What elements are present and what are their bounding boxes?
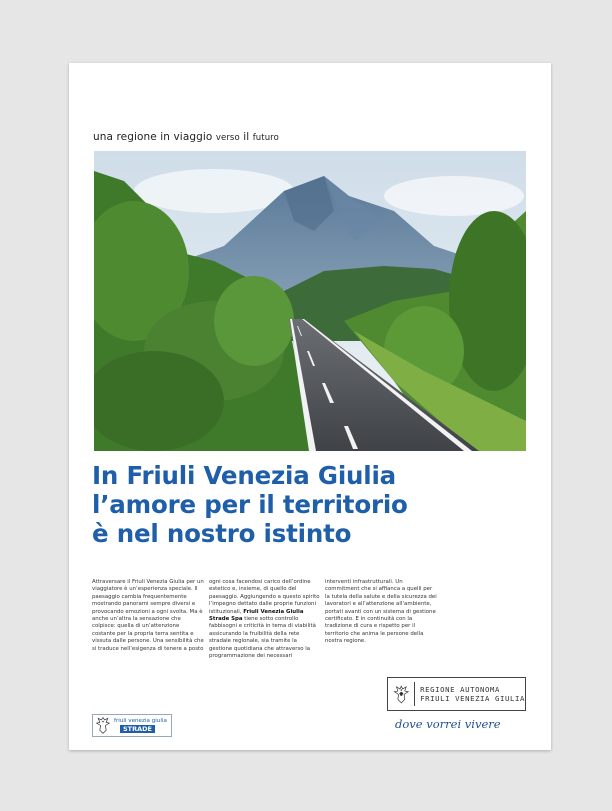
tagline-futuro: futuro	[252, 133, 279, 143]
mountain-road-photo	[94, 151, 526, 451]
headline-line-2: l’amore per il territorio	[92, 490, 408, 519]
tagline	[93, 131, 279, 143]
strade-label: STRADE	[120, 725, 155, 733]
fvg-strade-logo	[92, 714, 172, 737]
company-name: Friuli Venezia Giulia Strade Spa	[209, 608, 304, 623]
headline	[92, 461, 532, 548]
fvg-strade-name: friuli venezia giulia	[114, 718, 167, 724]
tagline-middle: il	[239, 131, 253, 143]
poster-page	[69, 63, 551, 750]
tagline-verso: verso	[215, 133, 240, 143]
body-column-2	[209, 579, 321, 660]
headline-line-3: è nel nostro istinto	[92, 519, 352, 548]
slogan: dove vorrei vivere	[395, 717, 501, 731]
eagle-icon	[393, 681, 410, 708]
body-column-3-text: interventi infrastrutturali. Un commitment che si affianca a quelli per la tutela della salute e della sicurezza dei lavoratori e all’attenzione all’ambiente, portati avanti con un sistema di gestione certificato. E in continuità con la tradizione di cura e rispetto per il territorio che anima le persone della nostra regione.	[325, 579, 437, 645]
regione-name-line-1: REGIONE AUTONOMA	[420, 685, 501, 694]
eagle-icon	[95, 716, 111, 735]
body-column-1	[92, 579, 204, 653]
tagline-prefix: una regione in viaggio	[93, 131, 216, 143]
headline-line-1: In Friuli Venezia Giulia	[92, 461, 396, 490]
body-column-2-part-a: ogni cosa facendosi carico dell’ordine estetico e, insieme, di quello del paesaggio. Aggiungendo a questo spirito l’impegno dettato dalle proprie funzioni istituzionali,	[209, 579, 320, 615]
body-column-1-text: Attraversare il Friuli Venezia Giulia per un viaggiatore è un’esperienza speciale. Il paesaggio cambia frequentemente mostrando panorami sempre diversi e provocando emozioni a ogni svolta. Ma è anche un’altra la sensazione che colpisce: quella di un’attenzione costante per la propria terra sentita e vissuta dalle persone. Una sensibilità che si traduce nell’esigenza di tenere a posto	[92, 579, 204, 652]
regione-name-line-2: FRIULI VENEZIA GIULIA	[420, 694, 525, 703]
body-column-2-part-b: tiene sotto controllo fabbisogni e criticità in tema di viabilità assicurando la fruibilità della rete stradale regionale, sia tramite la gestione quotidiana che attraverso la programmazione dei necessari	[209, 616, 316, 660]
regione-logo	[387, 677, 526, 711]
body-column-2-text	[209, 579, 321, 660]
body-column-3	[325, 579, 437, 646]
